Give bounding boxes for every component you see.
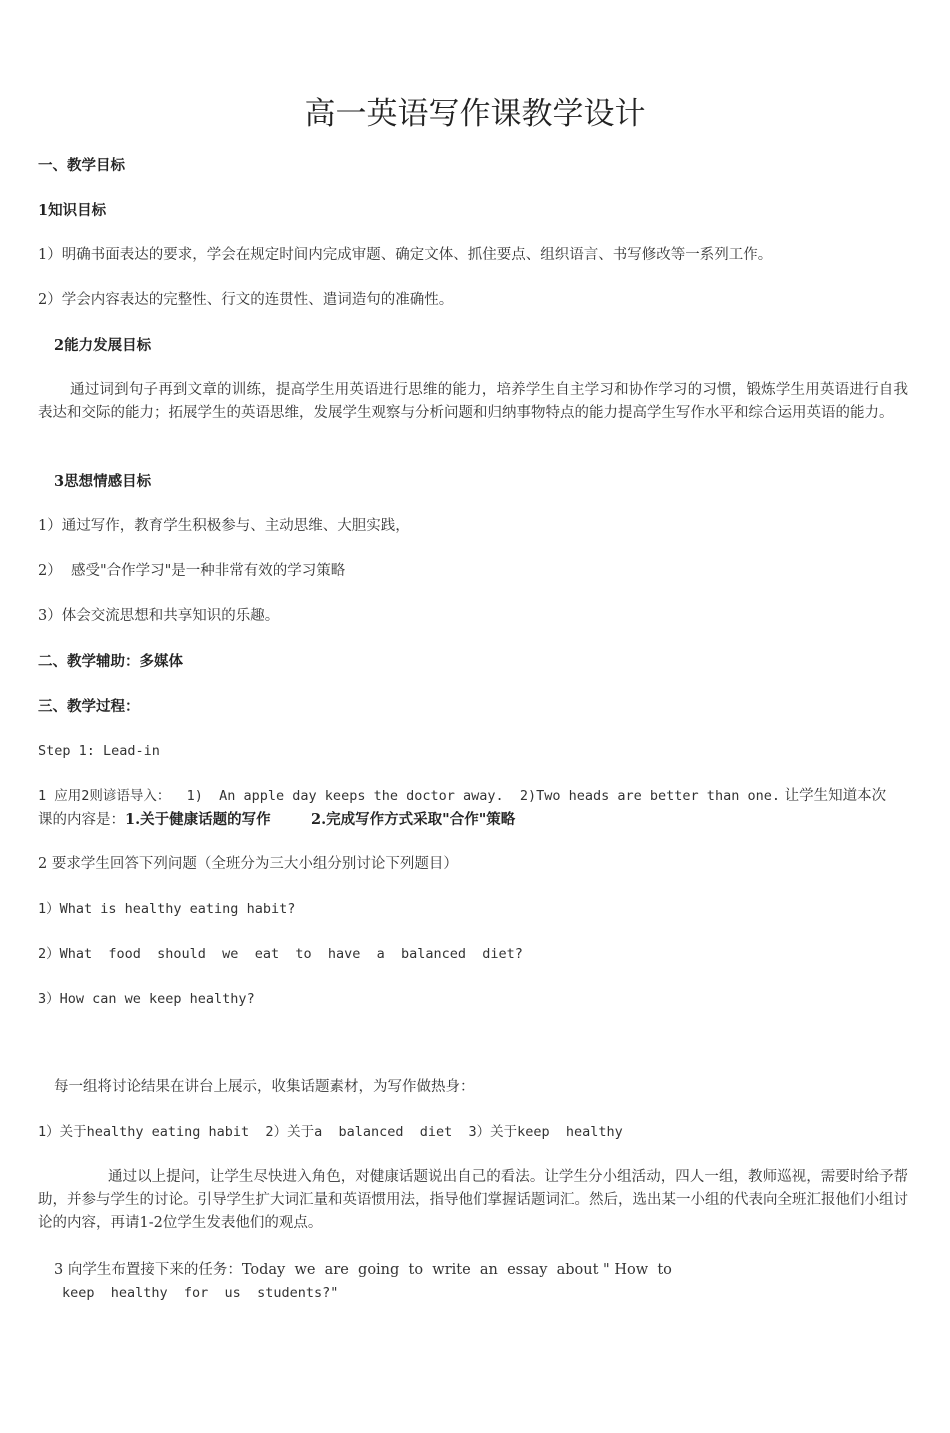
question-1: 1）What is healthy eating habit? <box>38 901 296 917</box>
lead-in-line-1 <box>38 785 886 808</box>
emotion-item-3: 3）体会交流思想和共享知识的乐趣。 <box>38 608 280 624</box>
subheading-ability: 2能力发展目标 <box>54 337 152 354</box>
question-2: 2）What food should we eat to have a balanced diet? <box>38 946 523 962</box>
section-heading-process: 三、教学过程： <box>38 698 140 715</box>
subheading-knowledge: 1知识目标 <box>38 202 107 219</box>
topics-line: 1）关于healthy eating habit 2）关于a balanced diet 3）关于keep healthy <box>38 1124 623 1140</box>
step1-heading: Step 1: Lead-in <box>38 743 160 759</box>
task-line-2: keep healthy for us students?" <box>62 1285 339 1301</box>
document-title: 高一英语写作课教学设计 <box>304 96 646 132</box>
lead-in-continue: 让学生知道本次 <box>779 788 887 804</box>
ability-paragraph: 通过词到句子再到文章的训练，提高学生用英语进行思维的能力，培养学生自主学习和协作学习的习惯，锻炼学生用英语进行自我表达和交际的能力；拓展学生的英语思维，发展学生观察与分析问题和归纳事物特点的能力提高学生写作水平和综合运用英语的能力。 <box>38 382 908 421</box>
summary-paragraph: 通过以上提问，让学生尽快进入角色，对健康话题说出自己的看法。让学生分小组活动，四人一组，教师巡视，需要时给予帮助，并参与学生的讨论。引导学生扩大词汇量和英语惯用法，指导他们掌握话题词汇。然后，选出某一小组的代表向全班汇报他们小组讨论的内容，再请1-2位学生发表他们的观点。 <box>38 1169 908 1231</box>
question-3: 3）How can we keep healthy? <box>38 991 255 1007</box>
subheading-emotion: 3思想情感目标 <box>54 473 152 490</box>
emotion-item-1: 1）通过写作，教育学生积极参与、主动思维、大胆实践， <box>38 518 410 534</box>
lead-in-content-label: 课的内容是： <box>38 812 125 828</box>
knowledge-item-1: 1）明确书面表达的要求，学会在规定时间内完成审题、确定文体、抓住要点、组织语言、书写修改等一系列工作。 <box>38 247 773 263</box>
emotion-item-2: 2） 感受"合作学习"是一种非常有效的学习策略 <box>38 563 346 579</box>
section-heading-aids: 二、教学辅助：多媒体 <box>38 653 183 670</box>
group-show-line: 每一组将讨论结果在讲台上展示，收集话题素材，为写作做热身： <box>54 1079 475 1095</box>
lead-in-proverbs: 1 应用2则谚语导入： 1) An apple day keeps the doctor away. 2)Two heads are better than one. <box>38 788 780 804</box>
lead-in-line-2 <box>38 808 515 832</box>
task-line-1: 3 向学生布置接下来的任务：Today we are going to write an essay about " How to <box>54 1262 672 1278</box>
questions-intro: 2 要求学生回答下列问题（全班分为三大小组分别讨论下列题目） <box>38 856 458 872</box>
lead-in-content-points: 1.关于健康话题的写作 2.完成写作方式采取"合作"策略 <box>125 811 516 828</box>
section-heading-objectives: 一、教学目标 <box>38 157 125 174</box>
knowledge-item-2: 2）学会内容表达的完整性、行文的连贯性、遣词造句的准确性。 <box>38 292 454 308</box>
